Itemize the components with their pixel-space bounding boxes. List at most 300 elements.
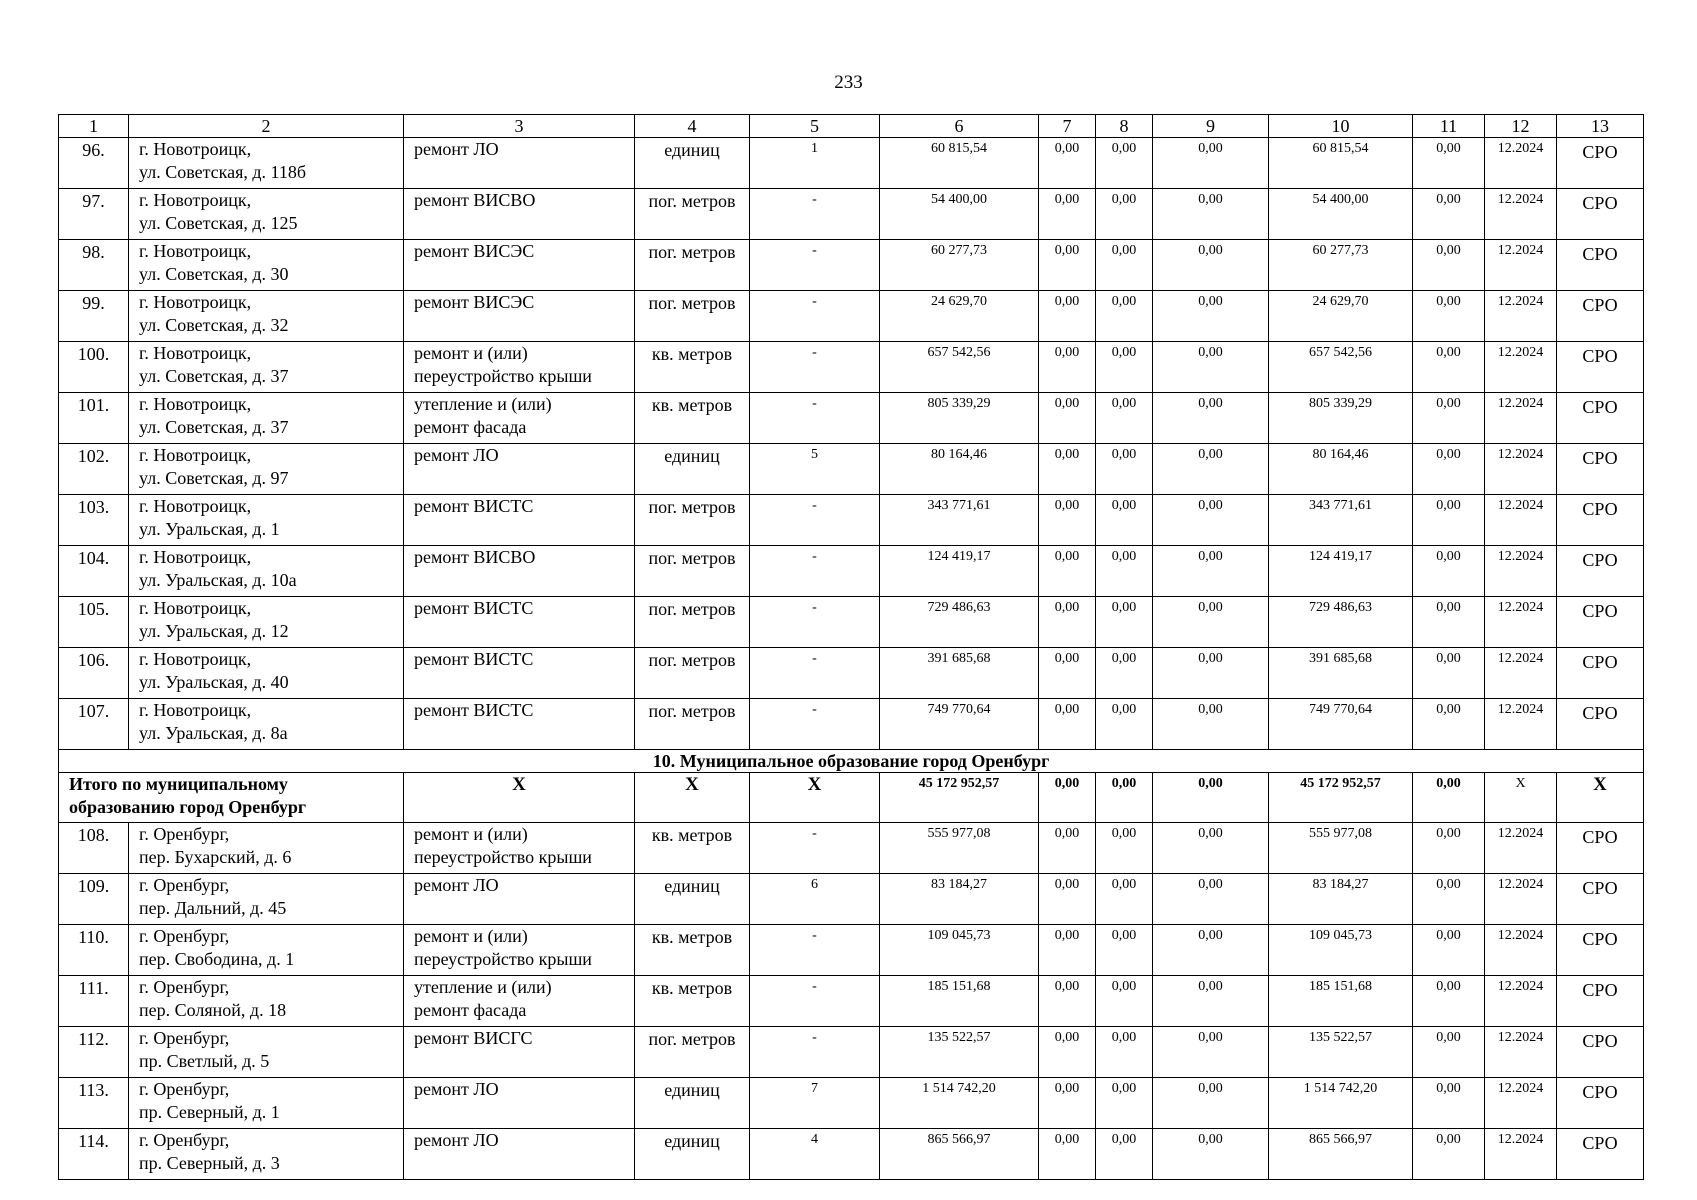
total-cost-cell: 124 419,17 — [880, 546, 1039, 597]
address-city: г. Новотроицк, — [139, 496, 252, 516]
address-city: г. Оренбург, — [139, 977, 230, 997]
col7-cell: 0,00 — [1039, 138, 1096, 189]
work-type-cell — [404, 597, 635, 648]
method-cell: СРО — [1557, 1078, 1644, 1129]
col9-cell: 0,00 — [1153, 823, 1269, 874]
deadline-cell: 12.2024 — [1485, 874, 1557, 925]
column-header-7: 7 — [1039, 115, 1096, 138]
work-type-cell — [404, 1027, 635, 1078]
address-cell — [129, 874, 404, 925]
total-col4: Х — [635, 773, 750, 823]
address-cell — [129, 393, 404, 444]
work-type-cell — [404, 823, 635, 874]
col10-cell: 865 566,97 — [1269, 1129, 1413, 1180]
row-number: 97. — [59, 189, 129, 240]
col7-cell: 0,00 — [1039, 597, 1096, 648]
page-number: 233 — [834, 72, 863, 93]
unit-cell: пог. метров — [635, 648, 750, 699]
col8-cell: 0,00 — [1096, 444, 1153, 495]
total-cost-cell: 135 522,57 — [880, 1027, 1039, 1078]
total-cost-cell: 185 151,68 — [880, 976, 1039, 1027]
col8-cell: 0,00 — [1096, 874, 1153, 925]
unit-cell: пог. метров — [635, 240, 750, 291]
quantity-cell: - — [750, 291, 880, 342]
total-cost-cell: 54 400,00 — [880, 189, 1039, 240]
col11-cell: 0,00 — [1413, 444, 1485, 495]
address-street: ул. Уральская, д. 10а — [139, 570, 297, 590]
address-street: ул. Советская, д. 97 — [139, 468, 289, 488]
table-row — [59, 1078, 1644, 1129]
work-type-cell — [404, 874, 635, 925]
deadline-cell: 12.2024 — [1485, 1078, 1557, 1129]
col8-cell: 0,00 — [1096, 393, 1153, 444]
row-number: 99. — [59, 291, 129, 342]
work-type-line-1: ремонт ЛО — [414, 875, 499, 895]
total-cost-cell: 805 339,29 — [880, 393, 1039, 444]
col7-cell: 0,00 — [1039, 976, 1096, 1027]
total-col6: 45 172 952,57 — [880, 773, 1039, 823]
quantity-cell: 7 — [750, 1078, 880, 1129]
column-header-13: 13 — [1557, 115, 1644, 138]
total-cost-cell: 729 486,63 — [880, 597, 1039, 648]
address-city: г. Оренбург, — [139, 926, 230, 946]
address-city: г. Новотроицк, — [139, 292, 252, 312]
col10-cell: 555 977,08 — [1269, 823, 1413, 874]
method-cell: СРО — [1557, 240, 1644, 291]
row-number: 113. — [59, 1078, 129, 1129]
section-title: 10. Муниципальное образование город Оренбург — [59, 750, 1644, 773]
total-col8: 0,00 — [1096, 773, 1153, 823]
deadline-cell: 12.2024 — [1485, 597, 1557, 648]
total-row — [59, 773, 1644, 823]
row-number: 98. — [59, 240, 129, 291]
col10-cell: 657 542,56 — [1269, 342, 1413, 393]
method-cell: СРО — [1557, 648, 1644, 699]
quantity-cell: - — [750, 699, 880, 750]
unit-cell: пог. метров — [635, 546, 750, 597]
deadline-cell: 12.2024 — [1485, 823, 1557, 874]
row-number: 112. — [59, 1027, 129, 1078]
column-header-1: 1 — [59, 115, 129, 138]
col9-cell: 0,00 — [1153, 495, 1269, 546]
total-cost-cell: 865 566,97 — [880, 1129, 1039, 1180]
col11-cell: 0,00 — [1413, 291, 1485, 342]
address-street: ул. Советская, д. 32 — [139, 315, 289, 335]
col8-cell: 0,00 — [1096, 291, 1153, 342]
total-col9: 0,00 — [1153, 773, 1269, 823]
table-row — [59, 874, 1644, 925]
section-title-row — [59, 750, 1644, 773]
col9-cell: 0,00 — [1153, 699, 1269, 750]
address-cell — [129, 1078, 404, 1129]
work-type-line-2: ремонт фасада — [414, 1000, 527, 1020]
quantity-cell: 4 — [750, 1129, 880, 1180]
quantity-cell: - — [750, 597, 880, 648]
method-cell: СРО — [1557, 1027, 1644, 1078]
col11-cell: 0,00 — [1413, 546, 1485, 597]
address-city: г. Оренбург, — [139, 875, 230, 895]
col7-cell: 0,00 — [1039, 291, 1096, 342]
table-row — [59, 597, 1644, 648]
row-number: 111. — [59, 976, 129, 1027]
method-cell: СРО — [1557, 138, 1644, 189]
col10-cell: 60 815,54 — [1269, 138, 1413, 189]
work-type-line-1: ремонт ЛО — [414, 1079, 499, 1099]
address-street: пер. Соляной, д. 18 — [139, 1000, 287, 1020]
work-type-cell — [404, 699, 635, 750]
row-number: 109. — [59, 874, 129, 925]
col10-cell: 805 339,29 — [1269, 393, 1413, 444]
col11-cell: 0,00 — [1413, 925, 1485, 976]
row-number: 105. — [59, 597, 129, 648]
deadline-cell: 12.2024 — [1485, 291, 1557, 342]
method-cell: СРО — [1557, 823, 1644, 874]
works-table — [58, 114, 1644, 1180]
quantity-cell: 6 — [750, 874, 880, 925]
total-cost-cell: 83 184,27 — [880, 874, 1039, 925]
unit-cell: пог. метров — [635, 189, 750, 240]
column-header-11: 11 — [1413, 115, 1485, 138]
column-header-10: 10 — [1269, 115, 1413, 138]
col9-cell: 0,00 — [1153, 240, 1269, 291]
col8-cell: 0,00 — [1096, 925, 1153, 976]
col9-cell: 0,00 — [1153, 597, 1269, 648]
col10-cell: 1 514 742,20 — [1269, 1078, 1413, 1129]
table-row — [59, 342, 1644, 393]
deadline-cell: 12.2024 — [1485, 444, 1557, 495]
work-type-line-1: утепление и (или) — [414, 394, 552, 414]
method-cell: СРО — [1557, 444, 1644, 495]
col9-cell: 0,00 — [1153, 138, 1269, 189]
col7-cell: 0,00 — [1039, 546, 1096, 597]
method-cell: СРО — [1557, 597, 1644, 648]
row-number: 104. — [59, 546, 129, 597]
address-street: пер. Свободина, д. 1 — [139, 949, 295, 969]
address-street: ул. Советская, д. 37 — [139, 366, 289, 386]
unit-cell: пог. метров — [635, 699, 750, 750]
row-number: 96. — [59, 138, 129, 189]
address-cell — [129, 189, 404, 240]
col10-cell: 60 277,73 — [1269, 240, 1413, 291]
row-number: 108. — [59, 823, 129, 874]
col8-cell: 0,00 — [1096, 495, 1153, 546]
quantity-cell: - — [750, 393, 880, 444]
col8-cell: 0,00 — [1096, 976, 1153, 1027]
total-col3: Х — [404, 773, 635, 823]
address-street: пр. Северный, д. 1 — [139, 1102, 280, 1122]
deadline-cell: 12.2024 — [1485, 342, 1557, 393]
address-street: ул. Уральская, д. 1 — [139, 519, 280, 539]
total-label-line-1: Итого по муниципальному — [69, 774, 288, 794]
col8-cell: 0,00 — [1096, 648, 1153, 699]
work-type-line-1: ремонт ВИСВО — [414, 547, 536, 567]
work-type-cell — [404, 291, 635, 342]
work-type-cell — [404, 925, 635, 976]
total-cost-cell: 109 045,73 — [880, 925, 1039, 976]
col8-cell: 0,00 — [1096, 1129, 1153, 1180]
address-cell — [129, 648, 404, 699]
table-row — [59, 1129, 1644, 1180]
col9-cell: 0,00 — [1153, 393, 1269, 444]
col10-cell: 124 419,17 — [1269, 546, 1413, 597]
work-type-line-1: ремонт ВИСТС — [414, 649, 534, 669]
unit-cell: единиц — [635, 1129, 750, 1180]
unit-cell: кв. метров — [635, 393, 750, 444]
address-city: г. Новотроицк, — [139, 649, 252, 669]
col11-cell: 0,00 — [1413, 138, 1485, 189]
work-type-cell — [404, 1129, 635, 1180]
unit-cell: пог. метров — [635, 1027, 750, 1078]
quantity-cell: 5 — [750, 444, 880, 495]
col8-cell: 0,00 — [1096, 342, 1153, 393]
unit-cell: пог. метров — [635, 291, 750, 342]
work-type-cell — [404, 648, 635, 699]
col11-cell: 0,00 — [1413, 393, 1485, 444]
total-cost-cell: 60 277,73 — [880, 240, 1039, 291]
col8-cell: 0,00 — [1096, 1027, 1153, 1078]
work-type-line-2: переустройство крыши — [414, 847, 592, 867]
deadline-cell: 12.2024 — [1485, 925, 1557, 976]
col11-cell: 0,00 — [1413, 1078, 1485, 1129]
total-col12: Х — [1485, 773, 1557, 823]
total-cost-cell: 24 629,70 — [880, 291, 1039, 342]
col9-cell: 0,00 — [1153, 342, 1269, 393]
col10-cell: 80 164,46 — [1269, 444, 1413, 495]
col11-cell: 0,00 — [1413, 699, 1485, 750]
address-cell — [129, 925, 404, 976]
col7-cell: 0,00 — [1039, 240, 1096, 291]
quantity-cell: - — [750, 976, 880, 1027]
address-street: пер. Бухарский, д. 6 — [139, 847, 292, 867]
work-type-cell — [404, 495, 635, 546]
table-row — [59, 291, 1644, 342]
address-street: ул. Уральская, д. 40 — [139, 672, 289, 692]
work-type-cell — [404, 1078, 635, 1129]
col7-cell: 0,00 — [1039, 1129, 1096, 1180]
table-row — [59, 189, 1644, 240]
column-header-5: 5 — [750, 115, 880, 138]
method-cell: СРО — [1557, 1129, 1644, 1180]
table-row — [59, 138, 1644, 189]
row-number: 107. — [59, 699, 129, 750]
unit-cell: кв. метров — [635, 342, 750, 393]
work-type-line-1: ремонт и (или) — [414, 926, 528, 946]
method-cell: СРО — [1557, 291, 1644, 342]
col11-cell: 0,00 — [1413, 976, 1485, 1027]
quantity-cell: - — [750, 240, 880, 291]
col9-cell: 0,00 — [1153, 1129, 1269, 1180]
address-street: пер. Дальний, д. 45 — [139, 898, 287, 918]
col8-cell: 0,00 — [1096, 189, 1153, 240]
work-type-line-1: ремонт ЛО — [414, 1130, 499, 1150]
col11-cell: 0,00 — [1413, 189, 1485, 240]
col10-cell: 83 184,27 — [1269, 874, 1413, 925]
col11-cell: 0,00 — [1413, 342, 1485, 393]
col8-cell: 0,00 — [1096, 597, 1153, 648]
work-type-line-2: ремонт фасада — [414, 417, 527, 437]
work-type-cell — [404, 138, 635, 189]
work-type-line-1: ремонт ВИСЭС — [414, 292, 535, 312]
row-number: 100. — [59, 342, 129, 393]
column-header-2: 2 — [129, 115, 404, 138]
method-cell: СРО — [1557, 925, 1644, 976]
col8-cell: 0,00 — [1096, 1078, 1153, 1129]
work-type-cell — [404, 444, 635, 495]
quantity-cell: - — [750, 495, 880, 546]
deadline-cell: 12.2024 — [1485, 495, 1557, 546]
col9-cell: 0,00 — [1153, 444, 1269, 495]
unit-cell: единиц — [635, 1078, 750, 1129]
address-street: ул. Уральская, д. 12 — [139, 621, 289, 641]
col7-cell: 0,00 — [1039, 444, 1096, 495]
col7-cell: 0,00 — [1039, 189, 1096, 240]
col9-cell: 0,00 — [1153, 189, 1269, 240]
address-cell — [129, 240, 404, 291]
table-row — [59, 495, 1644, 546]
address-city: г. Оренбург, — [139, 1079, 230, 1099]
address-city: г. Новотроицк, — [139, 139, 252, 159]
quantity-cell: - — [750, 1027, 880, 1078]
deadline-cell: 12.2024 — [1485, 189, 1557, 240]
col8-cell: 0,00 — [1096, 240, 1153, 291]
address-city: г. Новотроицк, — [139, 190, 252, 210]
col9-cell: 0,00 — [1153, 1078, 1269, 1129]
address-street: ул. Советская, д. 37 — [139, 417, 289, 437]
address-city: г. Новотроицк, — [139, 241, 252, 261]
work-type-line-1: ремонт и (или) — [414, 343, 528, 363]
address-city: г. Оренбург, — [139, 1130, 230, 1150]
address-cell — [129, 291, 404, 342]
address-cell — [129, 444, 404, 495]
table-row — [59, 393, 1644, 444]
col10-cell: 54 400,00 — [1269, 189, 1413, 240]
address-city: г. Оренбург, — [139, 824, 230, 844]
col11-cell: 0,00 — [1413, 495, 1485, 546]
work-type-line-1: ремонт ВИСТС — [414, 496, 534, 516]
address-city: г. Новотроицк, — [139, 598, 252, 618]
address-street: пр. Северный, д. 3 — [139, 1153, 280, 1173]
total-cost-cell: 749 770,64 — [880, 699, 1039, 750]
address-street: ул. Советская, д. 125 — [139, 213, 298, 233]
total-col11: 0,00 — [1413, 773, 1485, 823]
work-type-cell — [404, 976, 635, 1027]
col11-cell: 0,00 — [1413, 874, 1485, 925]
col10-cell: 749 770,64 — [1269, 699, 1413, 750]
total-cost-cell: 657 542,56 — [880, 342, 1039, 393]
col10-cell: 391 685,68 — [1269, 648, 1413, 699]
table-row — [59, 444, 1644, 495]
col7-cell: 0,00 — [1039, 342, 1096, 393]
deadline-cell: 12.2024 — [1485, 699, 1557, 750]
col11-cell: 0,00 — [1413, 240, 1485, 291]
work-type-cell — [404, 393, 635, 444]
col10-cell: 185 151,68 — [1269, 976, 1413, 1027]
total-cost-cell: 555 977,08 — [880, 823, 1039, 874]
deadline-cell: 12.2024 — [1485, 976, 1557, 1027]
row-number: 110. — [59, 925, 129, 976]
col9-cell: 0,00 — [1153, 874, 1269, 925]
address-cell — [129, 699, 404, 750]
address-city: г. Оренбург, — [139, 1028, 230, 1048]
column-header-6: 6 — [880, 115, 1039, 138]
quantity-cell: - — [750, 648, 880, 699]
table-row — [59, 976, 1644, 1027]
col10-cell: 343 771,61 — [1269, 495, 1413, 546]
total-col13: Х — [1557, 773, 1644, 823]
method-cell: СРО — [1557, 393, 1644, 444]
quantity-cell: - — [750, 342, 880, 393]
address-street: ул. Советская, д. 118б — [139, 162, 307, 182]
address-city: г. Новотроицк, — [139, 445, 252, 465]
work-type-line-1: ремонт ЛО — [414, 445, 499, 465]
total-label-line-2: образованию город Оренбург — [69, 797, 307, 817]
work-type-line-1: ремонт и (или) — [414, 824, 528, 844]
total-cost-cell: 60 815,54 — [880, 138, 1039, 189]
address-cell — [129, 976, 404, 1027]
col7-cell: 0,00 — [1039, 393, 1096, 444]
quantity-cell: - — [750, 189, 880, 240]
quantity-cell: - — [750, 823, 880, 874]
address-cell — [129, 1027, 404, 1078]
deadline-cell: 12.2024 — [1485, 546, 1557, 597]
address-cell — [129, 823, 404, 874]
work-type-line-1: ремонт ВИСВО — [414, 190, 536, 210]
total-col10: 45 172 952,57 — [1269, 773, 1413, 823]
col11-cell: 0,00 — [1413, 823, 1485, 874]
col10-cell: 135 522,57 — [1269, 1027, 1413, 1078]
deadline-cell: 12.2024 — [1485, 240, 1557, 291]
work-type-line-1: ремонт ЛО — [414, 139, 499, 159]
col9-cell: 0,00 — [1153, 291, 1269, 342]
quantity-cell: - — [750, 546, 880, 597]
table-row — [59, 1027, 1644, 1078]
method-cell: СРО — [1557, 976, 1644, 1027]
col10-cell: 24 629,70 — [1269, 291, 1413, 342]
col8-cell: 0,00 — [1096, 823, 1153, 874]
address-cell — [129, 546, 404, 597]
unit-cell: кв. метров — [635, 925, 750, 976]
table-row — [59, 699, 1644, 750]
address-city: г. Новотроицк, — [139, 394, 252, 414]
address-cell — [129, 1129, 404, 1180]
method-cell: СРО — [1557, 342, 1644, 393]
deadline-cell: 12.2024 — [1485, 393, 1557, 444]
row-number: 114. — [59, 1129, 129, 1180]
address-street: ул. Советская, д. 30 — [139, 264, 289, 284]
col8-cell: 0,00 — [1096, 546, 1153, 597]
total-cost-cell: 1 514 742,20 — [880, 1078, 1039, 1129]
work-type-line-1: утепление и (или) — [414, 977, 552, 997]
col9-cell: 0,00 — [1153, 1027, 1269, 1078]
col9-cell: 0,00 — [1153, 925, 1269, 976]
col7-cell: 0,00 — [1039, 495, 1096, 546]
unit-cell: пог. метров — [635, 495, 750, 546]
col11-cell: 0,00 — [1413, 648, 1485, 699]
address-cell — [129, 597, 404, 648]
col10-cell: 109 045,73 — [1269, 925, 1413, 976]
address-street: пр. Светлый, д. 5 — [139, 1051, 270, 1071]
row-number: 106. — [59, 648, 129, 699]
col10-cell: 729 486,63 — [1269, 597, 1413, 648]
unit-cell: единиц — [635, 138, 750, 189]
work-type-line-1: ремонт ВИСГС — [414, 1028, 533, 1048]
col8-cell: 0,00 — [1096, 138, 1153, 189]
address-city: г. Новотроицк, — [139, 343, 252, 363]
deadline-cell: 12.2024 — [1485, 138, 1557, 189]
row-number: 103. — [59, 495, 129, 546]
table-row — [59, 648, 1644, 699]
column-header-4: 4 — [635, 115, 750, 138]
